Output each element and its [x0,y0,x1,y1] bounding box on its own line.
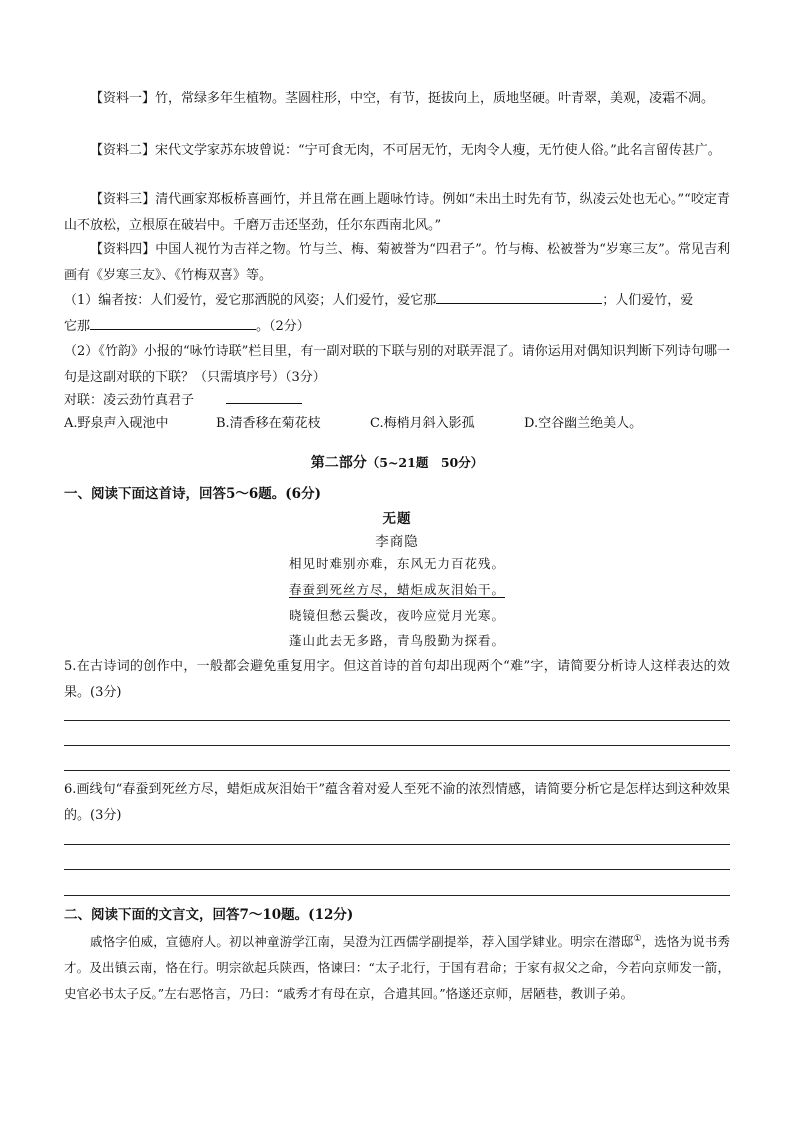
footnote-marker: ① [633,933,642,944]
q1-text-d: 。（2分） [256,319,310,334]
option-c: C.梅梢月斜入影孤 [370,416,475,431]
q6-answer-line-2[interactable] [64,869,730,870]
couplet-answer-blank[interactable] [226,389,302,404]
part-two-label: 第二部分 [310,455,367,471]
poem-author: 李商隐 [375,534,419,550]
passage-text-1: 戚恪字伯威，宣德府人。初以神童游学江南，吴澄为江西儒学副提举，荐入国学肄业。明宗在潜邸 [90,934,634,949]
section-2-heading: 二、阅读下面的文言文，回答7～10题。(12分) [64,907,354,923]
question-2: （2）《竹韵》小报的“咏竹诗联”栏目里，有一副对联的下联与别的对联弄混了。请你运用对偶知识判断下列诗句哪一句是这副对联的下联？（只需填序号）（3分） [64,344,730,385]
material-3: 【资料三】清代画家郑板桥喜画竹，并且常在画上题咏竹诗。例如“未出土时先有节，纵凌云处也无心。”“咬定青山不放松，立根原在破岩中。千磨万击还坚劲，任尔东西南北风。” [64,192,730,233]
passage-text-2: ，选恪为说书秀才。及出镇云南，恪在行。明宗欲起兵陕西，恪谏曰：“太子北行，于国有君命；于家有叔父之命，今若向京师发一箭，史官必书太子反。”左右恶恪言，乃曰：“戚秀才有母在京，合遣其回。”恪遂还京师，居陋巷，教训子弟。 [64,934,730,1001]
q1-blank-1[interactable] [436,289,602,304]
q5-answer-line-3[interactable] [64,770,730,771]
part-two-title [0,452,794,474]
q5-answer-line-2[interactable] [64,745,730,746]
poem-line-2-underlined: 春蚕到死丝方尽，蜡炬成灰泪始干。 [288,582,505,597]
poem-title: 无题 [382,511,412,527]
material-4: 【资料四】中国人视竹为吉祥之物。竹与兰、梅、菊被誉为“四君子”。竹与梅、松被誉为“岁寒三友”。常见吉利画有《岁寒三友》、《竹梅双喜》等。 [64,242,730,283]
question-1 [64,288,730,340]
section-1-heading: 一、阅读下面这首诗，回答5～6题。(6分) [64,486,321,502]
part-two-subtitle: （5~21题 50分） [366,455,484,470]
poem-line-3: 晓镜但愁云鬓改，夜吟应觉月光寒。 [288,608,505,623]
poem-line-1: 相见时难别亦难，东风无力百花残。 [288,556,505,571]
poem-line-4: 蓬山此去无多路，青鸟殷勤为探看。 [288,633,505,648]
q6-answer-line-3[interactable] [64,895,730,896]
poem-line-2 [0,578,794,602]
option-d: D.空谷幽兰绝美人。 [524,416,643,431]
option-b: B.清香移在菊花枝 [216,416,321,431]
q1-text-c: 它那 [64,319,91,334]
couplet-label: 对联：凌云劲竹真君子 [64,393,195,408]
classical-passage [64,929,730,1007]
q6-answer-line-1[interactable] [64,844,730,845]
q1-blank-2[interactable] [90,315,256,330]
option-a: A.野泉声入砚池中 [64,416,169,431]
material-2: 【资料二】宋代文学家苏东坡曾说：“宁可食无肉，不可居无竹，无肉令人瘦，无竹使人俗。”此名言留传甚广。 [90,143,721,158]
q1-text-a: （1）编者按：人们爱竹，爱它那洒脱的风姿；人们爱竹，爱它那 [64,293,437,308]
question-5: 5.在古诗词的创作中，一般都会避免重复用字。但这首诗的首句却出现两个“难”字，请简要分析诗人这样表达的效果。(3分) [64,659,730,700]
material-1: 【资料一】竹，常绿多年生植物。茎圆柱形，中空，有节，挺拔向上，质地坚硬。叶青翠，美观，凌霜不凋。 [90,91,715,106]
q5-answer-line-1[interactable] [64,720,730,721]
question-6: 6.画线句“春蚕到死丝方尽，蜡炬成灰泪始干”蕴含着对爱人至死不渝的浓烈情感，请简要分析它是怎样达到这种效果的。(3分) [64,782,730,823]
q1-text-b: ；人们爱竹，爱 [602,293,694,308]
